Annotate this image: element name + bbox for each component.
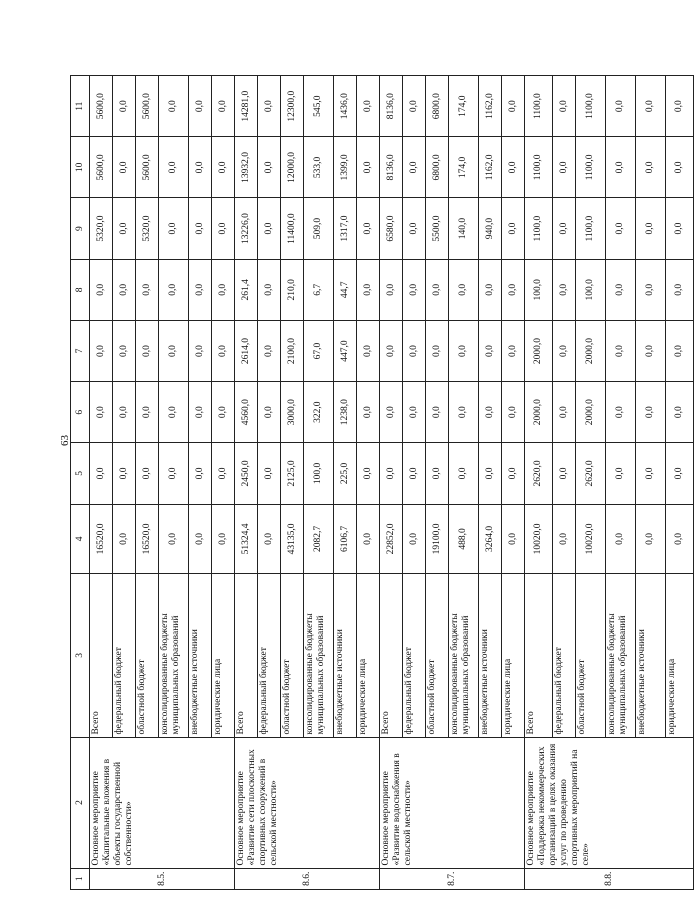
value-cell: 0,0 xyxy=(666,320,694,381)
funding-source: консолидированные бюджеты муниципальных образований xyxy=(606,574,636,737)
value-cell: 5320,0 xyxy=(136,198,159,259)
funding-source: консолидированные бюджеты муниципальных образований xyxy=(449,574,479,737)
value-cell: 447,0 xyxy=(334,320,357,381)
value-cell: 0,0 xyxy=(258,443,281,504)
value-cell: 10020,0 xyxy=(525,504,553,574)
value-cell: 0,0 xyxy=(606,320,636,381)
value-cell: 0,0 xyxy=(258,259,281,320)
value-cell: 0,0 xyxy=(113,504,136,574)
value-cell: 0,0 xyxy=(553,259,576,320)
value-cell: 100,0 xyxy=(304,443,334,504)
row-index: 8.7. xyxy=(380,868,525,889)
value-cell: 0,0 xyxy=(479,259,502,320)
column-header-8: 8 xyxy=(71,259,90,320)
value-cell: 0,0 xyxy=(212,76,235,137)
value-cell: 0,0 xyxy=(449,443,479,504)
value-cell: 225,0 xyxy=(334,443,357,504)
value-cell: 0,0 xyxy=(212,137,235,198)
value-cell: 0,0 xyxy=(426,259,449,320)
value-cell: 0,0 xyxy=(502,76,525,137)
value-cell: 5320,0 xyxy=(90,198,113,259)
value-cell: 0,0 xyxy=(403,137,426,198)
value-cell: 0,0 xyxy=(212,382,235,443)
value-cell: 11400,0 xyxy=(281,198,304,259)
value-cell: 0,0 xyxy=(189,320,212,381)
value-cell: 14281,0 xyxy=(235,76,258,137)
budget-table xyxy=(70,75,694,890)
row-index: 8.5. xyxy=(90,868,235,889)
value-cell: 0,0 xyxy=(113,76,136,137)
column-header-4: 4 xyxy=(71,504,90,574)
value-cell: 0,0 xyxy=(553,320,576,381)
value-cell: 0,0 xyxy=(113,443,136,504)
value-cell: 0,0 xyxy=(136,382,159,443)
value-cell: 1162,0 xyxy=(479,76,502,137)
value-cell: 0,0 xyxy=(553,137,576,198)
table-row xyxy=(525,76,553,890)
value-cell: 0,0 xyxy=(606,382,636,443)
value-cell: 13932,0 xyxy=(235,137,258,198)
funding-source: федеральный бюджет xyxy=(258,574,281,737)
value-cell: 43135,0 xyxy=(281,504,304,574)
value-cell: 1100,0 xyxy=(576,198,606,259)
funding-source: областной бюджет xyxy=(136,574,159,737)
value-cell: 0,0 xyxy=(212,198,235,259)
value-cell: 0,0 xyxy=(136,259,159,320)
value-cell: 0,0 xyxy=(189,137,212,198)
value-cell: 6106,7 xyxy=(334,504,357,574)
value-cell: 0,0 xyxy=(553,198,576,259)
value-cell: 0,0 xyxy=(502,320,525,381)
value-cell: 0,0 xyxy=(403,382,426,443)
value-cell: 2125,0 xyxy=(281,443,304,504)
value-cell: 6580,0 xyxy=(380,198,403,259)
value-cell: 0,0 xyxy=(212,259,235,320)
value-cell: 0,0 xyxy=(636,382,666,443)
value-cell: 13226,0 xyxy=(235,198,258,259)
table-row xyxy=(380,76,403,890)
value-cell: 0,0 xyxy=(502,137,525,198)
value-cell: 0,0 xyxy=(113,259,136,320)
value-cell: 0,0 xyxy=(159,443,189,504)
value-cell: 0,0 xyxy=(666,504,694,574)
value-cell: 1100,0 xyxy=(576,76,606,137)
value-cell: 0,0 xyxy=(380,382,403,443)
value-cell: 44,7 xyxy=(334,259,357,320)
value-cell: 0,0 xyxy=(258,137,281,198)
value-cell: 0,0 xyxy=(113,198,136,259)
value-cell: 67,0 xyxy=(304,320,334,381)
value-cell: 0,0 xyxy=(449,320,479,381)
funding-source: консолидированные бюджеты муниципальных образований xyxy=(159,574,189,737)
value-cell: 1100,0 xyxy=(525,198,553,259)
page-number: 63 xyxy=(59,435,71,446)
funding-source: внебюджетные источники xyxy=(636,574,666,737)
value-cell: 0,0 xyxy=(380,320,403,381)
value-cell: 0,0 xyxy=(159,320,189,381)
value-cell: 0,0 xyxy=(403,259,426,320)
value-cell: 0,0 xyxy=(357,443,380,504)
value-cell: 6,7 xyxy=(304,259,334,320)
value-cell: 51324,4 xyxy=(235,504,258,574)
value-cell: 0,0 xyxy=(90,320,113,381)
value-cell: 4560,0 xyxy=(235,382,258,443)
value-cell: 488,0 xyxy=(449,504,479,574)
value-cell: 545,0 xyxy=(304,76,334,137)
value-cell: 3000,0 xyxy=(281,382,304,443)
event-name: Основное мероприятие «Капитальные вложения в объекты государственной собственности» xyxy=(90,737,235,868)
value-cell: 0,0 xyxy=(258,382,281,443)
value-cell: 0,0 xyxy=(258,198,281,259)
value-cell: 0,0 xyxy=(606,443,636,504)
table-row xyxy=(235,76,258,890)
row-index: 8.8. xyxy=(525,868,694,889)
value-cell: 0,0 xyxy=(666,198,694,259)
funding-source: Всего xyxy=(90,574,113,737)
value-cell: 0,0 xyxy=(258,504,281,574)
value-cell: 0,0 xyxy=(553,382,576,443)
value-cell: 0,0 xyxy=(212,504,235,574)
value-cell: 0,0 xyxy=(403,443,426,504)
value-cell: 0,0 xyxy=(159,504,189,574)
value-cell: 3264,0 xyxy=(479,504,502,574)
value-cell: 19100,0 xyxy=(426,504,449,574)
value-cell: 2000,0 xyxy=(576,382,606,443)
value-cell: 0,0 xyxy=(380,443,403,504)
column-header-3: 3 xyxy=(71,574,90,737)
funding-source: областной бюджет xyxy=(576,574,606,737)
value-cell: 2000,0 xyxy=(525,382,553,443)
column-header-9: 9 xyxy=(71,198,90,259)
value-cell: 0,0 xyxy=(479,382,502,443)
column-header-7: 7 xyxy=(71,320,90,381)
value-cell: 210,0 xyxy=(281,259,304,320)
value-cell: 322,0 xyxy=(304,382,334,443)
value-cell: 2000,0 xyxy=(525,320,553,381)
value-cell: 0,0 xyxy=(357,382,380,443)
value-cell: 0,0 xyxy=(159,382,189,443)
value-cell: 0,0 xyxy=(113,320,136,381)
value-cell: 0,0 xyxy=(502,198,525,259)
value-cell: 1399,0 xyxy=(334,137,357,198)
value-cell: 1317,0 xyxy=(334,198,357,259)
value-cell: 261,4 xyxy=(235,259,258,320)
value-cell: 0,0 xyxy=(90,259,113,320)
value-cell: 1100,0 xyxy=(525,76,553,137)
value-cell: 0,0 xyxy=(666,259,694,320)
value-cell: 5600,0 xyxy=(136,76,159,137)
table-body xyxy=(90,76,694,890)
event-name: Основное мероприятие «Развитие водоснабжения в сельской местности» xyxy=(380,737,525,868)
table-header xyxy=(71,76,90,890)
value-cell: 533,0 xyxy=(304,137,334,198)
value-cell: 0,0 xyxy=(502,382,525,443)
funding-source: областной бюджет xyxy=(426,574,449,737)
value-cell: 2450,0 xyxy=(235,443,258,504)
value-cell: 0,0 xyxy=(502,259,525,320)
header-row xyxy=(71,76,90,890)
value-cell: 0,0 xyxy=(258,76,281,137)
value-cell: 0,0 xyxy=(403,320,426,381)
value-cell: 0,0 xyxy=(189,504,212,574)
value-cell: 0,0 xyxy=(357,198,380,259)
value-cell: 0,0 xyxy=(113,382,136,443)
rotated-table-container xyxy=(70,75,684,890)
value-cell: 0,0 xyxy=(553,504,576,574)
funding-source: Всего xyxy=(525,574,553,737)
funding-source: юридические лица xyxy=(666,574,694,737)
value-cell: 16520,0 xyxy=(136,504,159,574)
value-cell: 0,0 xyxy=(606,76,636,137)
value-cell: 0,0 xyxy=(426,320,449,381)
funding-source: консолидированные бюджеты муниципальных образований xyxy=(304,574,334,737)
value-cell: 1100,0 xyxy=(576,137,606,198)
event-name: Основное мероприятие «Развитие сети плоскостных спортивных сооружений в сельской местности» xyxy=(235,737,380,868)
value-cell: 22852,0 xyxy=(380,504,403,574)
value-cell: 2100,0 xyxy=(281,320,304,381)
value-cell: 0,0 xyxy=(403,76,426,137)
value-cell: 940,0 xyxy=(479,198,502,259)
value-cell: 0,0 xyxy=(159,259,189,320)
funding-source: федеральный бюджет xyxy=(403,574,426,737)
row-index: 8.6. xyxy=(235,868,380,889)
value-cell: 0,0 xyxy=(357,76,380,137)
value-cell: 0,0 xyxy=(636,504,666,574)
value-cell: 12000,0 xyxy=(281,137,304,198)
value-cell: 0,0 xyxy=(90,443,113,504)
value-cell: 0,0 xyxy=(159,76,189,137)
value-cell: 2082,7 xyxy=(304,504,334,574)
value-cell: 5600,0 xyxy=(136,137,159,198)
value-cell: 0,0 xyxy=(666,443,694,504)
column-header-5: 5 xyxy=(71,443,90,504)
value-cell: 0,0 xyxy=(113,137,136,198)
value-cell: 0,0 xyxy=(449,382,479,443)
value-cell: 16520,0 xyxy=(90,504,113,574)
value-cell: 2620,0 xyxy=(525,443,553,504)
value-cell: 5500,0 xyxy=(426,198,449,259)
value-cell: 0,0 xyxy=(606,259,636,320)
value-cell: 0,0 xyxy=(212,443,235,504)
value-cell: 1162,0 xyxy=(479,137,502,198)
value-cell: 0,0 xyxy=(502,504,525,574)
value-cell: 0,0 xyxy=(666,382,694,443)
value-cell: 1100,0 xyxy=(525,137,553,198)
value-cell: 0,0 xyxy=(357,259,380,320)
value-cell: 2000,0 xyxy=(576,320,606,381)
value-cell: 100,0 xyxy=(525,259,553,320)
value-cell: 0,0 xyxy=(189,76,212,137)
value-cell: 0,0 xyxy=(479,320,502,381)
value-cell: 0,0 xyxy=(636,198,666,259)
value-cell: 0,0 xyxy=(636,137,666,198)
value-cell: 0,0 xyxy=(189,259,212,320)
value-cell: 1436,0 xyxy=(334,76,357,137)
funding-source: юридические лица xyxy=(357,574,380,737)
value-cell: 0,0 xyxy=(380,259,403,320)
value-cell: 0,0 xyxy=(357,504,380,574)
value-cell: 8136,0 xyxy=(380,76,403,137)
value-cell: 5600,0 xyxy=(90,137,113,198)
value-cell: 0,0 xyxy=(159,198,189,259)
value-cell: 0,0 xyxy=(403,198,426,259)
table-row xyxy=(90,76,113,890)
value-cell: 5600,0 xyxy=(90,76,113,137)
value-cell: 0,0 xyxy=(357,320,380,381)
value-cell: 0,0 xyxy=(636,320,666,381)
value-cell: 0,0 xyxy=(449,259,479,320)
value-cell: 174,0 xyxy=(449,76,479,137)
column-header-11: 11 xyxy=(71,76,90,137)
value-cell: 0,0 xyxy=(502,443,525,504)
column-header-10: 10 xyxy=(71,137,90,198)
funding-source: федеральный бюджет xyxy=(553,574,576,737)
value-cell: 0,0 xyxy=(426,443,449,504)
value-cell: 1238,0 xyxy=(334,382,357,443)
value-cell: 6800,0 xyxy=(426,76,449,137)
value-cell: 0,0 xyxy=(636,76,666,137)
funding-source: Всего xyxy=(235,574,258,737)
funding-source: внебюджетные источники xyxy=(334,574,357,737)
funding-source: юридические лица xyxy=(502,574,525,737)
funding-source: внебюджетные источники xyxy=(479,574,502,737)
value-cell: 0,0 xyxy=(606,198,636,259)
value-cell: 0,0 xyxy=(606,504,636,574)
value-cell: 0,0 xyxy=(479,443,502,504)
value-cell: 0,0 xyxy=(189,198,212,259)
value-cell: 10020,0 xyxy=(576,504,606,574)
value-cell: 2614,0 xyxy=(235,320,258,381)
value-cell: 0,0 xyxy=(357,137,380,198)
value-cell: 140,0 xyxy=(449,198,479,259)
value-cell: 0,0 xyxy=(136,320,159,381)
value-cell: 0,0 xyxy=(553,443,576,504)
value-cell: 0,0 xyxy=(403,504,426,574)
value-cell: 0,0 xyxy=(258,320,281,381)
value-cell: 0,0 xyxy=(189,382,212,443)
value-cell: 0,0 xyxy=(90,382,113,443)
value-cell: 0,0 xyxy=(553,76,576,137)
value-cell: 0,0 xyxy=(189,443,212,504)
value-cell: 8136,0 xyxy=(380,137,403,198)
column-header-2: 2 xyxy=(71,737,90,868)
funding-source: областной бюджет xyxy=(281,574,304,737)
value-cell: 0,0 xyxy=(426,382,449,443)
value-cell: 2620,0 xyxy=(576,443,606,504)
value-cell: 12300,0 xyxy=(281,76,304,137)
funding-source: юридические лица xyxy=(212,574,235,737)
value-cell: 174,0 xyxy=(449,137,479,198)
value-cell: 0,0 xyxy=(636,443,666,504)
value-cell: 509,0 xyxy=(304,198,334,259)
funding-source: федеральный бюджет xyxy=(113,574,136,737)
value-cell: 0,0 xyxy=(159,137,189,198)
column-header-1: 1 xyxy=(71,868,90,889)
value-cell: 0,0 xyxy=(136,443,159,504)
value-cell: 0,0 xyxy=(606,137,636,198)
value-cell: 0,0 xyxy=(666,137,694,198)
funding-source: Всего xyxy=(380,574,403,737)
value-cell: 100,0 xyxy=(576,259,606,320)
value-cell: 0,0 xyxy=(212,320,235,381)
value-cell: 0,0 xyxy=(636,259,666,320)
value-cell: 0,0 xyxy=(666,76,694,137)
column-header-6: 6 xyxy=(71,382,90,443)
funding-source: внебюджетные источники xyxy=(189,574,212,737)
value-cell: 6800,0 xyxy=(426,137,449,198)
event-name: Основное мероприятие «Поддержка некоммерческих организаций в целях оказания услуг по проведению спортивных мероприятий на селе» xyxy=(525,737,694,868)
